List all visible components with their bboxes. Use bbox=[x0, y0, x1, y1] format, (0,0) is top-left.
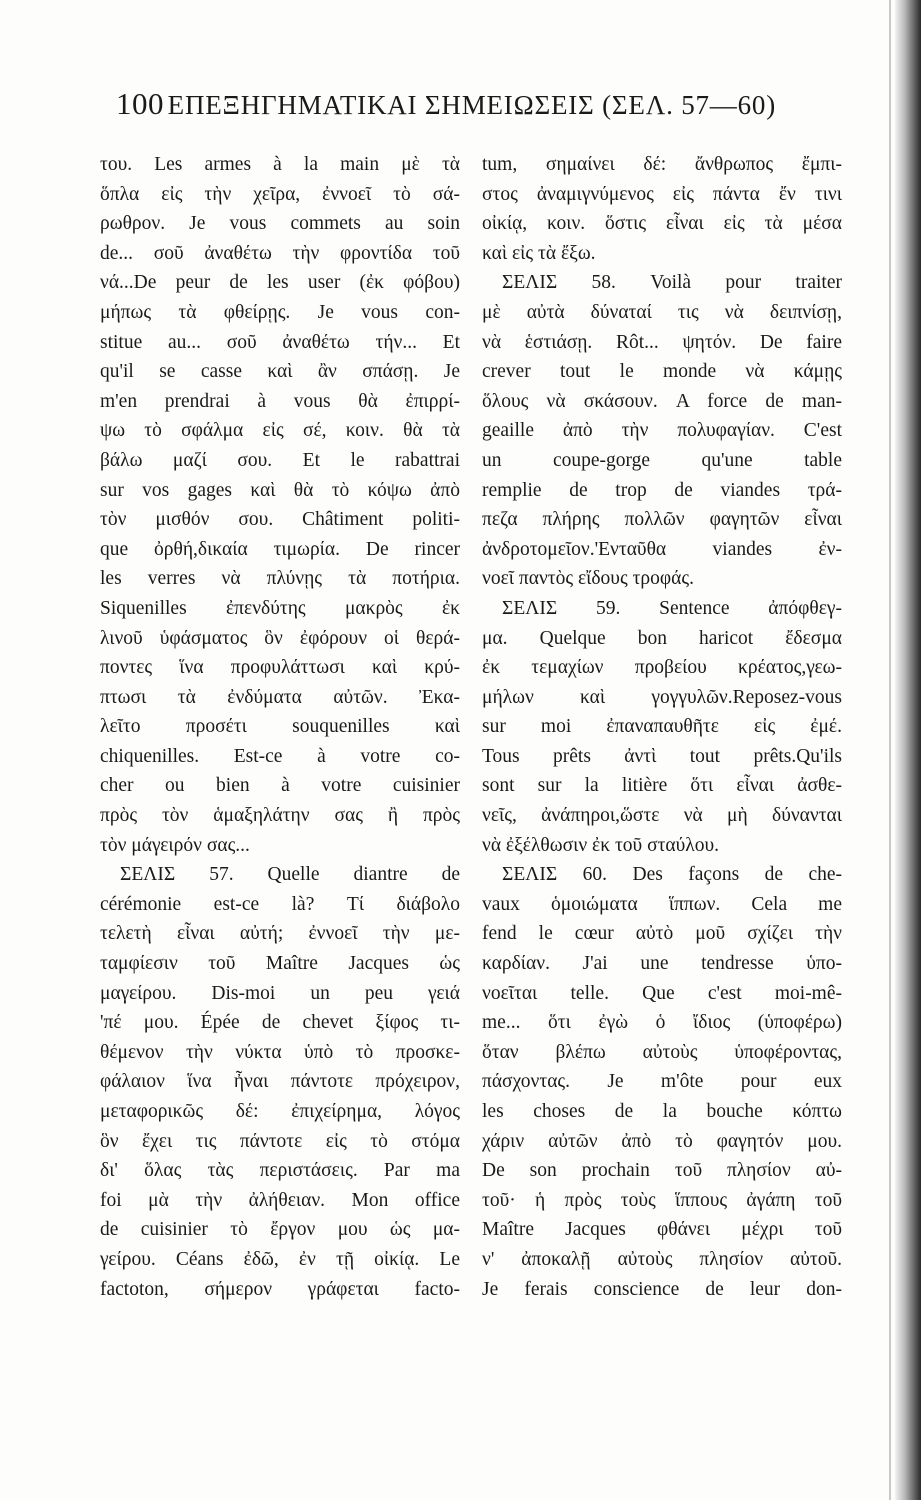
text-line: πρὸς τὸν ἁμαξηλάτην σας ἢ πρὸς bbox=[100, 805, 460, 827]
text-line: sont sur la litière ὅτι εἶναι ἀσθε- bbox=[482, 775, 842, 797]
text-line: remplie de trop de viandes τρά- bbox=[482, 479, 842, 501]
text-line: que ὀρθή,δικαία τιμωρία. De rincer bbox=[100, 538, 460, 560]
text-line: τοῦ· ἡ πρὸς τοὺς ἵππους ἀγάπη τοῦ bbox=[482, 1189, 842, 1211]
text-line: de... σοῦ ἀναθέτω τὴν φροντίδα τοῦ bbox=[100, 242, 460, 264]
text-line: ταμφίεσιν τοῦ Maître Jacques ὡς bbox=[100, 953, 460, 975]
text-line: νοεῖ παντὸς εἴδους τροφάς. bbox=[482, 568, 694, 590]
text-line: de cuisinier τὸ ἔργον μου ὡς μα- bbox=[100, 1219, 460, 1241]
text-line: ποντες ἵνα προφυλάττωσι καὶ κρύ- bbox=[100, 657, 460, 679]
text-line: factoton, σήμερον γράφεται facto- bbox=[100, 1278, 460, 1300]
text-line: καρδίαν. J'ai une tendresse ὑπο- bbox=[482, 953, 842, 975]
text-line: θέμενον τὴν νύκτα ὑπὸ τὸ προσκε- bbox=[100, 1041, 460, 1063]
text-line: δι' ὅλας τὰς περιστάσεις. Par ma bbox=[100, 1160, 460, 1182]
text-line: sur moi ἐπαναπαυθῆτε εἰς ἐμέ. bbox=[482, 716, 842, 738]
text-line: ὅπλα εἰς τὴν χεῖρα, ἐννοεῖ τὸ σά- bbox=[100, 183, 460, 205]
section-heading-line: ΣΕΛΙΣ 57. Quelle diantre de bbox=[120, 864, 460, 886]
text-line: χάριν αὐτῶν ἀπὸ τὸ φαγητόν μου. bbox=[482, 1130, 842, 1152]
text-line: foi μὰ τὴν ἀλήθειαν. Mon office bbox=[100, 1189, 460, 1211]
text-line: les choses de la bouche κόπτω bbox=[482, 1101, 842, 1122]
text-line: m'en prendrai à vous θὰ ἐπιρρί- bbox=[100, 390, 460, 412]
text-line: Maître Jacques φθάνει μέχρι τοῦ bbox=[482, 1219, 842, 1241]
text-line: ρωθρον. Je vous commets au soin bbox=[100, 213, 460, 235]
section-heading-line: ΣΕΛΙΣ 60. Des façons de che- bbox=[502, 864, 842, 886]
text-line: οἰκίᾳ, κοιν. ὅστις εἶναι εἰς τὰ μέσα bbox=[482, 213, 842, 235]
page-number: 100 bbox=[116, 86, 164, 121]
text-line: les verres νὰ πλύνῃς τὰ ποτήρια. bbox=[100, 568, 460, 590]
text-line: νὰ ἑστιάσῃ. Rôt... ψητόν. De faire bbox=[482, 331, 842, 353]
text-line: chiquenilles. Est-ce à votre co- bbox=[100, 745, 460, 767]
text-line: me... ὅτι ἐγὼ ὁ ἴδιος (ὑποφέρω) bbox=[482, 1012, 842, 1034]
text-line: μὲ αὐτὰ δύναταί τις νὰ δειπνίσῃ, bbox=[482, 301, 842, 323]
text-line: stitue au... σοῦ ἀναθέτω τήν... Et bbox=[100, 331, 460, 353]
text-line: πτωσι τὰ ἐνδύματα αὐτῶν. Ἐκα- bbox=[100, 686, 460, 708]
text-line: νὰ ἐξέλθωσιν ἐκ τοῦ σταύλου. bbox=[482, 834, 720, 856]
text-line: fend le cœur αὐτὸ μοῦ σχίζει τὴν bbox=[482, 923, 842, 945]
text-line: καὶ εἰς τὰ ἔξω. bbox=[482, 242, 596, 264]
left-text-column bbox=[100, 150, 460, 1304]
page-header bbox=[116, 86, 776, 130]
text-line: ὃν ἔχει τις πάντοτε εἰς τὸ στόμα bbox=[100, 1130, 460, 1152]
text-line: ὅλους νὰ σκάσουν. A force de man- bbox=[482, 390, 842, 412]
text-line: ν' ἀποκαλῇ αὐτοὺς πλησίον αὐτοῦ. bbox=[482, 1248, 842, 1270]
text-line: λινοῦ ὑφάσματος ὃν ἐφόρουν οἱ θερά- bbox=[100, 627, 460, 649]
text-line: vaux ὁμοιώματα ἵππων. Cela me bbox=[482, 893, 842, 915]
text-line: ψω τὸ σφάλμα εἰς σέ, κοιν. θὰ τὰ bbox=[100, 420, 460, 442]
text-line: γείρου. Céans ἐδῶ, ἐν τῇ οἰκίᾳ. Le bbox=[100, 1248, 460, 1270]
running-head: ΕΠΕΞΗΓΗΜΑΤΙΚΑΙ ΣΗΜΕΙΩΣΕΙΣ (ΣΕΛ. 57—60) bbox=[167, 90, 776, 120]
text-line: νοεῖται telle. Que c'est moi-mê- bbox=[482, 982, 842, 1004]
text-line: ἀνδροτομεῖον.'Ενταῦθα viandes ἐν- bbox=[482, 538, 842, 560]
text-line: μήλων καὶ γογγυλῶν.Reposez-vous bbox=[482, 686, 842, 708]
text-line: 'πέ μου. Épée de chevet ξίφος τι- bbox=[100, 1012, 460, 1034]
text-line: τὸν μάγειρόν σας... bbox=[100, 834, 250, 856]
text-line: φάλαιον ἵνα ἦναι πάντοτε πρόχειρον, bbox=[100, 1071, 460, 1093]
text-line: Je ferais conscience de leur don- bbox=[482, 1278, 842, 1300]
text-line: cérémonie est-ce là? Τί διάβολο bbox=[100, 893, 460, 915]
text-line: μήπως τὰ φθείρῃς. Je vous con- bbox=[100, 301, 460, 323]
text-line: στος ἀναμιγνύμενος εἰς πάντα ἔν τινι bbox=[482, 183, 842, 205]
text-line: πάσχοντας. Je m'ôte pour eux bbox=[482, 1071, 842, 1093]
text-line: μα. Quelque bon haricot ἔδεσμα bbox=[482, 627, 842, 649]
text-line: ὅταν βλέπω αὐτοὺς ὑποφέροντας, bbox=[482, 1041, 842, 1063]
text-line: τελετὴ εἶναι αὐτή; ἐννοεῖ τὴν με- bbox=[100, 923, 460, 945]
text-line: Siquenilles ἐπενδύτης μακρὸς ἐκ bbox=[100, 597, 460, 619]
text-line: του. Les armes à la main μὲ τὰ bbox=[100, 154, 460, 175]
text-line: un coupe-gorge qu'une table bbox=[482, 449, 842, 471]
book-binding-edge bbox=[895, 0, 921, 1500]
text-line: crever tout le monde νὰ κάμῃς bbox=[482, 361, 842, 383]
binding-shadow-line bbox=[889, 0, 891, 1500]
text-line: τὸν μισθόν σου. Châtiment politi- bbox=[100, 509, 460, 531]
text-line: νεῖς, ἀνάπηροι,ὥστε νὰ μὴ δύνανται bbox=[482, 805, 842, 827]
section-heading-line: ΣΕΛΙΣ 59. Sentence ἀπόφθεγ- bbox=[502, 597, 842, 619]
text-line: tum, σημαίνει δέ: ἄνθρωπος ἔμπι- bbox=[482, 154, 842, 175]
text-line: μεταφορικῶς δέ: ἐπιχείρημα, λόγος bbox=[100, 1101, 460, 1122]
text-line: βάλω μαζί σου. Et le rabattrai bbox=[100, 449, 460, 471]
section-heading-line: ΣΕΛΙΣ 58. Voilà pour traiter bbox=[502, 272, 842, 294]
text-line: νά...De peur de les user (ἐκ φόβου) bbox=[100, 272, 460, 294]
text-line: μαγείρου. Dis-moi un peu γειά bbox=[100, 982, 460, 1004]
text-line: Tous prêts ἀντὶ tout prêts.Qu'ils bbox=[482, 745, 842, 767]
text-line: cher ou bien à votre cuisinier bbox=[100, 775, 460, 797]
text-line: geaille ἀπὸ τὴν πολυφαγίαν. C'est bbox=[482, 420, 842, 442]
text-line: De son prochain τοῦ πλησίον αὐ- bbox=[482, 1160, 842, 1182]
text-line: ἐκ τεμαχίων προβείου κρέατος,γεω- bbox=[482, 657, 842, 679]
text-line: qu'il se casse καὶ ἂν σπάσῃ. Je bbox=[100, 361, 460, 383]
text-line: πεζα πλήρης πολλῶν φαγητῶν εἶναι bbox=[482, 509, 842, 531]
text-line: sur vos gages καὶ θὰ τὸ κόψω ἀπὸ bbox=[100, 479, 460, 501]
right-text-column bbox=[482, 150, 842, 1304]
text-line: λεῖτο προσέτι souquenilles καὶ bbox=[100, 716, 460, 738]
